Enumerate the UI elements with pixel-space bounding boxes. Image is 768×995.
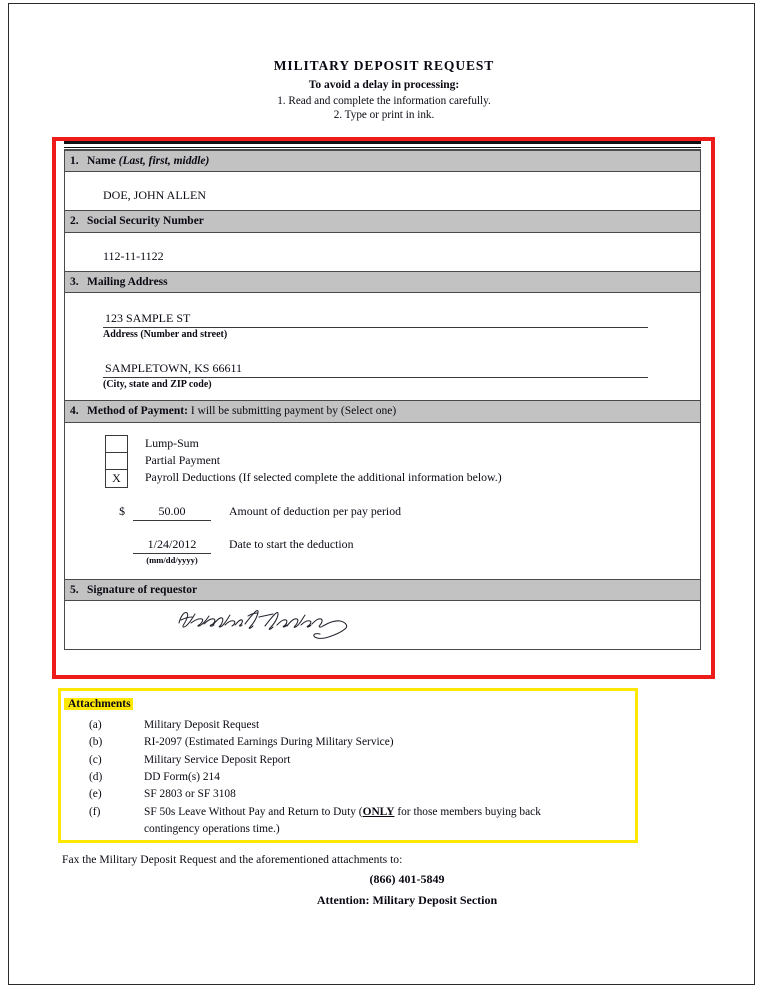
attachments-list xyxy=(61,717,635,838)
fax-number: (866) 401-5849 xyxy=(369,872,445,886)
deduction-date-row xyxy=(65,537,700,565)
field-label-signature: Signature of requestor xyxy=(87,583,198,596)
field-number-3: 3. xyxy=(70,275,79,288)
payment-label-rest: I will be submitting payment by (Select one) xyxy=(190,405,397,418)
header-instruction-1: 1. Read and complete the information carefully. xyxy=(277,95,491,107)
name-label-text: Name xyxy=(87,155,116,167)
attachment-text-a: Military Deposit Request xyxy=(144,719,260,731)
list-item xyxy=(61,717,635,734)
attachment-text-c: Military Service Deposit Report xyxy=(144,753,291,766)
payment-option-label-payroll-deductions: Payroll Deductions (If selected complete the additional information below.) xyxy=(145,469,502,484)
field-body-signature xyxy=(65,601,700,649)
checkbox-partial-payment[interactable] xyxy=(106,453,127,470)
payment-option-label-lump-sum: Lump-Sum xyxy=(145,435,199,450)
list-item xyxy=(61,734,635,751)
document-footer xyxy=(62,853,712,908)
field-body-ssn xyxy=(65,233,700,271)
field-body-payment xyxy=(65,423,700,579)
form-table xyxy=(64,149,701,650)
fax-attention-line: Attention: Military Deposit Section xyxy=(316,893,498,907)
attachment-text-b: RI-2097 (Estimated Earnings During Military Service) xyxy=(144,736,394,749)
fax-instruction: Fax the Military Deposit Request and the aforementioned attachments to: xyxy=(62,853,403,866)
field-number-5: 5. xyxy=(70,583,79,596)
checkbox-payroll-deductions[interactable]: X xyxy=(112,470,121,485)
street-address-caption: Address (Number and street) xyxy=(103,329,228,341)
form-table-wrapper xyxy=(64,141,701,650)
table-top-double-rule xyxy=(64,141,701,148)
attachment-key-d: (d) xyxy=(89,770,103,783)
name-label-italic: (Last, first, middle) xyxy=(118,155,210,167)
attachment-f-emphasis: ONLY xyxy=(362,805,395,818)
attachment-text-d: DD Form(s) 214 xyxy=(144,770,220,783)
attachments-highlight-box xyxy=(58,688,638,843)
attachment-key-c: (c) xyxy=(89,753,102,766)
payment-label-bold: Method of Payment: xyxy=(87,405,188,418)
field-header-name xyxy=(65,150,700,172)
field-header-signature xyxy=(65,579,700,601)
document-header xyxy=(0,58,768,123)
attachment-f-after: for those members buying back xyxy=(394,805,541,818)
payment-checkbox-column xyxy=(105,435,128,488)
city-state-zip-value[interactable]: SAMPLETOWN, KS 66611 xyxy=(103,353,648,378)
dollar-sign: $ xyxy=(119,503,125,518)
attachment-key-b: (b) xyxy=(89,736,103,749)
deduction-date-column xyxy=(133,537,211,565)
deduction-date-caption: (mm/dd/yyyy) xyxy=(146,554,198,565)
ssn-value[interactable]: 112-11-1122 xyxy=(103,248,164,263)
deduction-date-label: Date to start the deduction xyxy=(229,536,354,551)
list-item xyxy=(61,804,635,821)
field-body-name xyxy=(65,172,700,210)
field-label-ssn: Social Security Number xyxy=(87,215,204,228)
field-number-1: 1. xyxy=(70,155,79,167)
attachment-f-before: SF 50s Leave Without Pay and Return to Duty ( xyxy=(144,805,363,818)
attachment-f-continuation: contingency operations time.) xyxy=(144,822,280,835)
deduction-amount-value[interactable]: 50.00 xyxy=(133,504,211,521)
field-number-4: 4. xyxy=(70,405,79,418)
attachment-text-f xyxy=(144,804,635,821)
deduction-date-value[interactable]: 1/24/2012 xyxy=(133,537,211,554)
payment-option-labels xyxy=(145,435,700,486)
header-instruction-2: 2. Type or print in ink. xyxy=(333,109,435,121)
attachment-key-f: (f) xyxy=(89,805,101,818)
attachment-key-a: (a) xyxy=(89,719,102,731)
field-label-address: Mailing Address xyxy=(87,275,168,288)
field-header-payment xyxy=(65,400,700,422)
field-label-payment xyxy=(87,404,700,418)
page-title: MILITARY DEPOSIT REQUEST xyxy=(273,58,495,73)
checkbox-lump-sum[interactable] xyxy=(106,436,127,453)
deduction-amount-row xyxy=(65,504,700,521)
attachments-title: Attachments xyxy=(64,698,133,710)
attachment-key-e: (e) xyxy=(89,788,102,801)
header-subtitle: To avoid a delay in processing: xyxy=(308,79,460,91)
field-label-name xyxy=(87,154,700,168)
list-item xyxy=(61,769,635,786)
field-header-ssn xyxy=(65,210,700,232)
signature-icon xyxy=(173,603,383,643)
field-header-address xyxy=(65,271,700,293)
name-value[interactable]: DOE, JOHN ALLEN xyxy=(103,188,206,203)
deduction-amount-label: Amount of deduction per pay period xyxy=(229,503,401,518)
list-item xyxy=(61,786,635,803)
list-item xyxy=(61,752,635,769)
attachment-text-e: SF 2803 or SF 3108 xyxy=(144,788,236,801)
field-body-address xyxy=(65,293,700,400)
field-number-2: 2. xyxy=(70,215,79,228)
address-spacer xyxy=(65,340,700,353)
street-address-value[interactable]: 123 SAMPLE ST xyxy=(103,303,648,328)
city-state-zip-caption: (City, state and ZIP code) xyxy=(103,379,212,391)
payment-option-label-partial-payment: Partial Payment xyxy=(145,452,221,467)
